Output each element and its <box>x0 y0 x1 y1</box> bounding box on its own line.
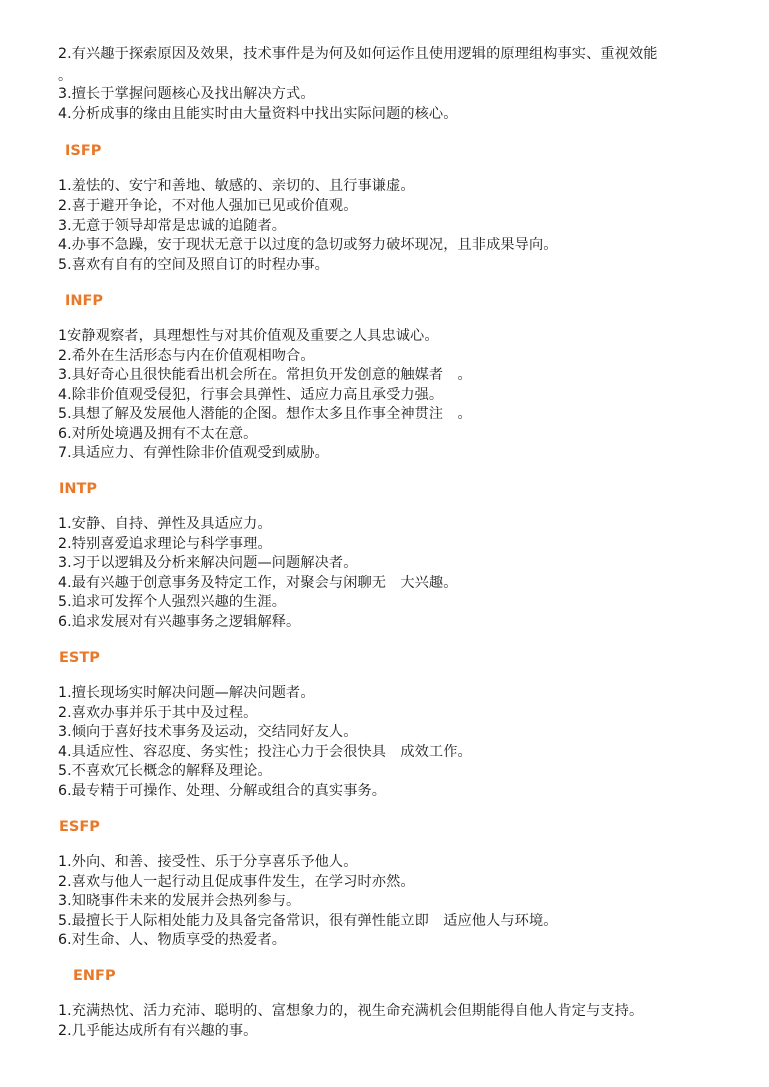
list-item: 6.对生命、人、物质享受的热爱者。 <box>58 932 287 948</box>
list-item: 4.具适应性、容忍度、务实性；投注心力于会很快具 成效工作。 <box>58 744 472 760</box>
section-heading-enfp: ENFP <box>73 968 116 984</box>
list-item: 2.喜于避开争论，不对他人强加已见或价值观。 <box>58 198 358 214</box>
list-item: 4.最有兴趣于创意事务及特定工作，对聚会与闲聊无 大兴趣。 <box>58 575 458 591</box>
list-item: 6.对所处境遇及拥有不太在意。 <box>58 426 258 442</box>
intro-line: 。 <box>58 68 73 84</box>
list-item: 5.喜欢有自有的空间及照自订的时程办事。 <box>58 257 329 273</box>
list-item: 1.充满热忱、活力充沛、聪明的、富想象力的，视生命充满机会但期能得自他人肯定与支持。 <box>58 1003 644 1019</box>
list-item: 5.追求可发挥个人强烈兴趣的生涯。 <box>58 594 287 610</box>
list-item: 6.最专精于可操作、处理、分解或组合的真实事务。 <box>58 783 387 799</box>
list-item: 4.除非价值观受侵犯，行事会具弹性、适应力高且承受力强。 <box>58 387 444 403</box>
list-item: 7.具适应力、有弹性除非价值观受到威胁。 <box>58 445 329 461</box>
section-heading-esfp: ESFP <box>59 819 100 835</box>
list-item: 3.无意于领导却常是忠诚的追随者。 <box>58 218 287 234</box>
section-heading-infp: INFP <box>65 293 104 309</box>
list-item: 6.追求发展对有兴趣事务之逻辑解释。 <box>58 614 301 630</box>
list-item: 5.不喜欢冗长概念的解释及理论。 <box>58 763 272 779</box>
section-heading-estp: ESTP <box>59 650 100 666</box>
section-heading-isfp: ISFP <box>65 143 102 159</box>
list-item: 1.安静、自持、弹性及具适应力。 <box>58 516 272 532</box>
list-item: 2.喜欢办事并乐于其中及过程。 <box>58 705 258 721</box>
list-item: 2.特别喜爱追求理论与科学事理。 <box>58 536 272 552</box>
list-item: 3.习于以逻辑及分析来解决问题—问题解决者。 <box>58 555 358 571</box>
list-item: 3.具好奇心且很快能看出机会所在。常担负开发创意的触媒者 。 <box>58 367 472 383</box>
list-item: 2.喜欢与他人一起行动且促成事件发生，在学习时亦然。 <box>58 874 415 890</box>
list-item: 3.知晓事件未来的发展并会热列参与。 <box>58 893 301 909</box>
list-item: 5.具想了解及发展他人潜能的企图。想作太多且作事全神贯注 。 <box>58 406 472 422</box>
list-item: 2.几乎能达成所有有兴趣的事。 <box>58 1023 258 1039</box>
list-item: 1.羞怯的、安宁和善地、敏感的、亲切的、且行事谦虚。 <box>58 178 415 194</box>
list-item: 1.擅长现场实时解决问题—解决问题者。 <box>58 685 315 701</box>
list-item: 1安静观察者，具理想性与对其价值观及重要之人具忠诚心。 <box>58 328 439 344</box>
intro-line: 2.有兴趣于探索原因及效果，技术事件是为何及如何运作且使用逻辑的原理组构事实、重视效能 <box>58 46 658 62</box>
list-item: 1.外向、和善、接受性、乐于分享喜乐予他人。 <box>58 854 358 870</box>
list-item: 4.办事不急躁，安于现状无意于以过度的急切或努力破坏现况，且非成果导向。 <box>58 237 558 253</box>
intro-line: 4.分析成事的缘由且能实时由大量资料中找出实际问题的核心。 <box>58 106 458 122</box>
section-heading-intp: INTP <box>59 481 98 497</box>
list-item: 2.希外在生活形态与内在价值观相吻合。 <box>58 348 315 364</box>
list-item: 3.倾向于喜好技术事务及运动，交结同好友人。 <box>58 724 358 740</box>
intro-line: 3.擅长于掌握问题核心及找出解决方式。 <box>58 86 315 102</box>
list-item: 5.最擅长于人际相处能力及具备完备常识，很有弹性能立即 适应他人与环境。 <box>58 913 558 929</box>
